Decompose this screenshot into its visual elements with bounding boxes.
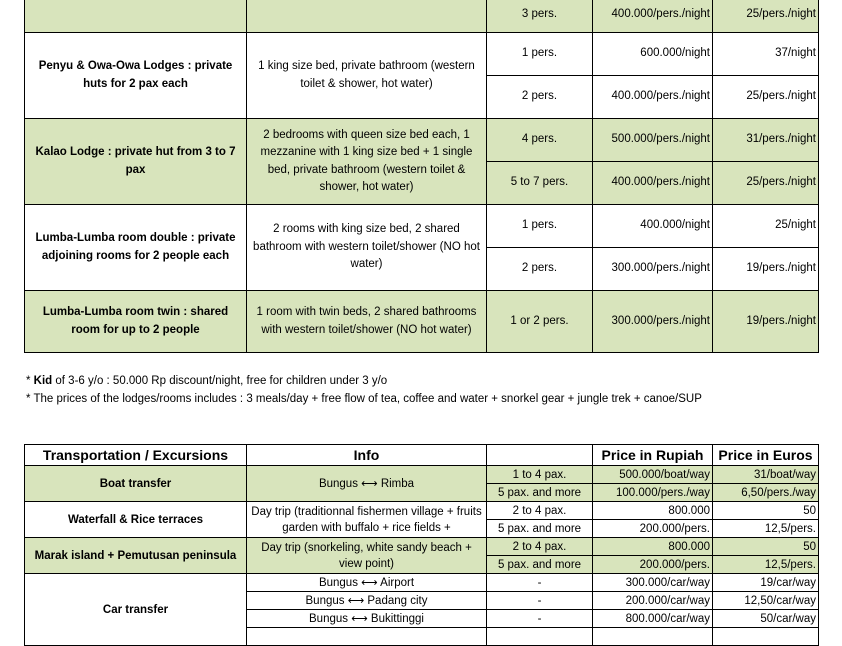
excursion-info: Day trip (traditionnal fishermen village + fruits garden with buffalo + rice fields + [247, 502, 487, 538]
price-euro: 37/night [713, 33, 819, 76]
table-row [25, 119, 819, 162]
persons: 2 pers. [487, 248, 593, 291]
persons: 4 pers. [487, 119, 593, 162]
table-row [25, 574, 819, 592]
route-info: Bungus ⟷ Bukittinggi [247, 610, 487, 628]
persons: 1 pers. [487, 205, 593, 248]
price-rupiah: 800.000 [593, 502, 713, 520]
table-row [25, 291, 819, 353]
price-rupiah: 400.000/night [593, 205, 713, 248]
pax: - [487, 574, 593, 592]
pax: 5 pax. and more [487, 520, 593, 538]
lodge-name: Lumba-Lumba room twin : shared room for up to 2 people [25, 291, 247, 353]
excursion-name: Waterfall & Rice terraces [25, 502, 247, 538]
kid-note-prefix: * [26, 375, 34, 387]
price-rupiah: 300.000/pers./night [593, 248, 713, 291]
price-rupiah: 600.000/night [593, 33, 713, 76]
price-euro: 31/boat/way [713, 466, 819, 484]
transport-table [24, 444, 819, 646]
price-rupiah: 400.000/pers./night [593, 0, 713, 33]
lodge-info: 2 rooms with king size bed, 2 shared bathroom with western toilet/shower (NO hot water) [247, 205, 487, 291]
price-euro: 50 [713, 502, 819, 520]
persons: 2 pers. [487, 76, 593, 119]
price-euro: 25/night [713, 205, 819, 248]
price-rupiah [593, 628, 713, 646]
table-row [25, 538, 819, 556]
pax: 5 pax. and more [487, 556, 593, 574]
pax: 2 to 4 pax. [487, 502, 593, 520]
price-rupiah: 300.000/car/way [593, 574, 713, 592]
price-euro: 31/pers./night [713, 119, 819, 162]
excursion-name: Car transfer [25, 574, 247, 646]
pax: - [487, 610, 593, 628]
price-euro: 19/pers./night [713, 291, 819, 353]
price-rupiah: 100.000/pers./way [593, 484, 713, 502]
price-euro: 12,5/pers. [713, 520, 819, 538]
kid-note-text: of 3-6 y/o : 50.000 Rp discount/night, free for children under 3 y/o [52, 375, 388, 387]
excursion-info: Day trip (snorkeling, white sandy beach + view point) [247, 538, 487, 574]
excursion-name: Marak island + Pemutusan peninsula [25, 538, 247, 574]
persons: 1 or 2 pers. [487, 291, 593, 353]
price-euro: 6,50/pers./way [713, 484, 819, 502]
lodge-name [25, 0, 247, 33]
price-rupiah: 400.000/pers./night [593, 162, 713, 205]
pax [487, 628, 593, 646]
route-info: Bungus ⟷ Padang city [247, 592, 487, 610]
persons: 1 pers. [487, 33, 593, 76]
price-euro: 25/pers./night [713, 76, 819, 119]
table-header-row [25, 445, 819, 466]
route-info: Bungus ⟷ Airport [247, 574, 487, 592]
header-transport: Transportation / Excursions [25, 445, 247, 466]
price-rupiah: 200.000/pers. [593, 556, 713, 574]
price-rupiah: 200.000/pers. [593, 520, 713, 538]
header-info: Info [247, 445, 487, 466]
pax: 5 pax. and more [487, 484, 593, 502]
header-euro: Price in Euros [713, 445, 819, 466]
pax: - [487, 592, 593, 610]
lodge-info: 2 bedrooms with queen size bed each, 1 mezzanine with 1 king size bed + 1 single bed, private bathroom (western toilet & shower, hot water) [247, 119, 487, 205]
kid-note [26, 373, 387, 389]
table-row [25, 205, 819, 248]
price-rupiah: 800.000 [593, 538, 713, 556]
price-euro: 19/car/way [713, 574, 819, 592]
pax: 2 to 4 pax. [487, 538, 593, 556]
price-rupiah: 400.000/pers./night [593, 76, 713, 119]
price-rupiah: 200.000/car/way [593, 592, 713, 610]
persons: 3 pers. [487, 0, 593, 33]
price-euro: 50/car/way [713, 610, 819, 628]
pax: 1 to 4 pax. [487, 466, 593, 484]
lodge-info [247, 0, 487, 33]
lodge-name: Penyu & Owa-Owa Lodges : private huts for 2 pax each [25, 33, 247, 119]
table-row [25, 466, 819, 484]
lodge-name: Kalao Lodge : private hut from 3 to 7 pax [25, 119, 247, 205]
price-rupiah: 300.000/pers./night [593, 291, 713, 353]
price-rupiah: 500.000/pers./night [593, 119, 713, 162]
lodging-table [24, 0, 819, 353]
persons: 5 to 7 pers. [487, 162, 593, 205]
price-euro: 25/pers./night [713, 162, 819, 205]
kid-label: Kid [33, 375, 53, 387]
table-row [25, 0, 819, 33]
price-rupiah: 800.000/car/way [593, 610, 713, 628]
price-rupiah: 500.000/boat/way [593, 466, 713, 484]
table-row [25, 502, 819, 520]
price-euro [713, 628, 819, 646]
lodge-info: 1 room with twin beds, 2 shared bathrooms with western toilet/shower (NO hot water) [247, 291, 487, 353]
price-euro: 12,50/car/way [713, 592, 819, 610]
table-row [25, 33, 819, 76]
price-euro: 25/pers./night [713, 0, 819, 33]
price-euro: 50 [713, 538, 819, 556]
lodge-name: Lumba-Lumba room double : private adjoining rooms for 2 people each [25, 205, 247, 291]
header-pax [487, 445, 593, 466]
excursion-name: Boat transfer [25, 466, 247, 502]
route-info [247, 628, 487, 646]
price-euro: 12,5/pers. [713, 556, 819, 574]
lodge-info: 1 king size bed, private bathroom (western toilet & shower, hot water) [247, 33, 487, 119]
excursion-info: Bungus ⟷ Rimba [247, 466, 487, 502]
price-euro: 19/pers./night [713, 248, 819, 291]
prices-note: * The prices of the lodges/rooms includes : 3 meals/day + free flow of tea, coffee and water + snorkel gear + jungle trek + canoe/SUP [26, 393, 702, 405]
header-rupiah: Price in Rupiah [593, 445, 713, 466]
